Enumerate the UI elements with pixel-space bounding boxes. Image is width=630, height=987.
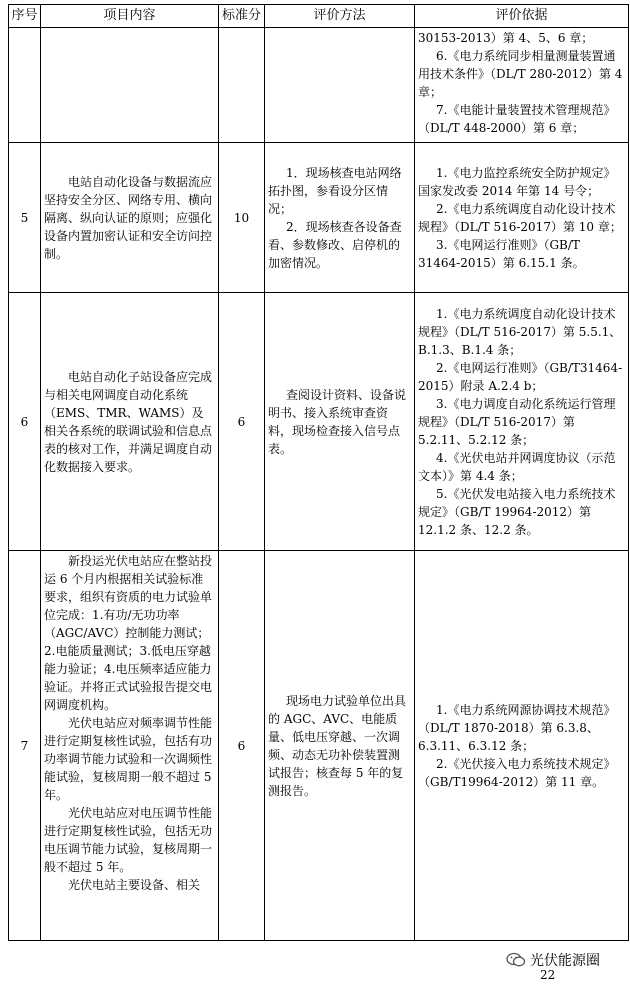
basis-item: 3.《电力调度自动化系统运行管理规程》（DL/T 516-2017）第 5.2.11、5.2.12 条；: [418, 396, 616, 447]
basis-item: 3.《电网运行准则》（GB/T 31464-2015）第 6.15.1 条。: [418, 237, 585, 270]
cell-content: [41, 293, 219, 551]
basis-item: 6.《电力系统同步相量测量装置通用技术条件》（DL/T 280-2012）第 4 章；: [418, 49, 623, 99]
basis-item: 2.《电力系统调度自动化设计技术规程》（DL/T 516-2017）第 10 章；: [418, 201, 622, 234]
cell-score: 6: [219, 293, 265, 551]
cell-no: [9, 28, 41, 143]
method-item: 1．现场核查电站网络拓扑图，参看设分区情况；: [268, 165, 402, 216]
content-text: 电站自动化子站设备应完成与相关电网调度自动化系统（EMS、TMR、WAMS）及相关各系统的联调试验和信息点表的核对工作，并满足调度自动化数据接入要求。: [44, 369, 213, 474]
header-content: 项目内容: [41, 5, 219, 28]
header-no: 序号: [9, 5, 41, 28]
watermark-text: 光伏能源圈: [530, 953, 600, 969]
basis-item: 2.《光伏接入电力系统技术规定》（GB/T19964-2012）第 11 章。: [418, 756, 616, 789]
basis-item: 4.《光伏电站并网调度协议（示范文本）》第 4.4 条；: [418, 450, 616, 483]
evaluation-table: [8, 4, 629, 941]
content-text: 光伏电站应对频率调节性能进行定期复核性试验，包括有功功率调节能力试验和一次调频性能试验，复核周期一般不超过 5 年。: [44, 716, 213, 802]
page-number: 22: [540, 968, 556, 982]
cell-method: [265, 28, 415, 143]
basis-item: 7.《电能计量装置技术管理规范》（DL/T 448-2000）第 6 章；: [418, 103, 616, 135]
cell-basis: [415, 551, 629, 941]
basis-item: 1.《电力监控系统安全防护规定》国家发改委 2014 年第 14 号令；: [418, 165, 616, 198]
table-row: [9, 551, 629, 941]
content-text: 光伏电站主要设备、相关: [68, 878, 201, 892]
table-row: [9, 28, 629, 143]
table-row: [9, 293, 629, 551]
header-basis: 评价依据: [415, 5, 629, 28]
cell-score: 10: [219, 143, 265, 293]
cell-no: 6: [9, 293, 41, 551]
cell-content: [41, 28, 219, 143]
cell-basis: [415, 293, 629, 551]
cell-method: [265, 551, 415, 941]
watermark: [506, 950, 600, 970]
method-item: 查阅设计资料、设备说明书、接入系统审查资料，现场检查接入信号点表。: [268, 387, 407, 456]
content-text: 光伏电站应对电压调节性能进行定期复核性试验，包括无功电压调节能力试验，复核周期一般不超过 5 年。: [44, 806, 213, 874]
cell-content: [41, 143, 219, 293]
cell-no: 5: [9, 143, 41, 293]
cell-content: [41, 551, 219, 941]
header-score: 标准分: [219, 5, 265, 28]
basis-item: 2.《电网运行准则》（GB/T31464-2015）附录 A.2.4 b；: [418, 360, 623, 393]
content-text: 新投运光伏电站应在整站投运 6 个月内根据相关试验标准要求，组织有资质的电力试验单位完成：1.有功/无功功率（AGC/AVC）控制能力测试；2.电能质量测试；3.低电压穿越能力验证；4.电压频率适应能力验证。并将正式试验报告提交电网调度机构。: [44, 554, 213, 712]
wechat-icon: [506, 952, 526, 968]
cell-score: [219, 28, 265, 143]
method-item: 现场电力试验单位出具的 AGC、AVC、电能质量、低电压穿越、一次调频、动态无功补偿装置测试报告；核查每 5 年的复测报告。: [268, 693, 407, 798]
content-text: 电站自动化设备与数据流应坚持安全分区、网络专用、横向隔离、纵向认证的原则；应强化设备内置加密认证和安全访问控制。: [44, 174, 213, 261]
cell-basis: [415, 28, 629, 143]
method-item: 2．现场核查各设备查看、参数修改、启停机的加密情况。: [268, 219, 402, 270]
header-method: 评价方法: [265, 5, 415, 28]
basis-item: 1.《电力系统网源协调技术规范》（DL/T 1870-2018）第 6.3.8、6.3.11、6.3.12 条；: [418, 702, 616, 753]
cell-no: 7: [9, 551, 41, 941]
basis-item: 30153-2013）第 4、5、6 章；: [418, 31, 594, 45]
table-header-row: [9, 5, 629, 28]
cell-score: 6: [219, 551, 265, 941]
cell-method: [265, 143, 415, 293]
table-row: [9, 143, 629, 293]
basis-item: 5.《光伏发电站接入电力系统技术规定》（GB/T 19964-2012）第 12.1.2 条、12.2 条。: [418, 486, 616, 537]
basis-item: 1.《电力系统调度自动化设计技术规程》（DL/T 516-2017）第 5.5.1、B.1.3、B.1.4 条；: [418, 306, 622, 357]
cell-basis: [415, 143, 629, 293]
cell-method: [265, 293, 415, 551]
